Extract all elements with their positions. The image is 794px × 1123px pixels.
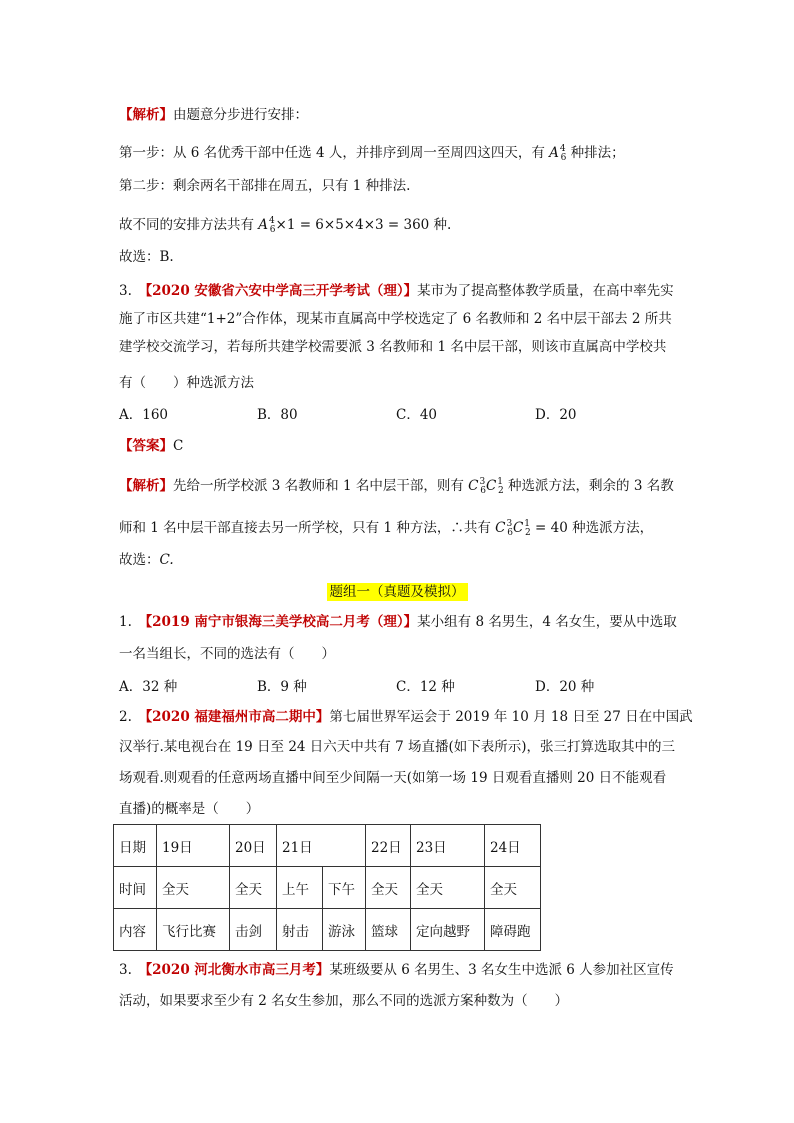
table-cell: 全天	[366, 867, 411, 909]
option-a: A．160	[119, 407, 169, 423]
solution-3-choice: 故选：C.	[119, 552, 174, 568]
group-question-1-line-1: 1. 【2019 南宁市银海三美学校高二月考（理）】某小组有 8 名男生，4 名女生，要从中选取	[119, 614, 677, 630]
solution-step-2: 第二步：剩余两名干部排在周五，只有 1 种排法.	[119, 178, 411, 194]
answer-line	[119, 436, 183, 456]
solution-intro: 【解析】由题意分步进行安排：	[119, 107, 308, 123]
table-cell: 20日	[230, 825, 277, 867]
table-cell: 定向越野	[411, 909, 485, 951]
answer-tag: 【答案】	[119, 438, 173, 454]
group-question-2-line-1: 2. 【2020 福建福州市高二期中】第七届世界军运会于 2019 年 10 月 18 日至 27 日在中国武	[119, 709, 693, 725]
analysis-tag: 【解析】	[119, 107, 173, 123]
broadcast-schedule-table	[113, 824, 541, 951]
table-cell: 全天	[157, 867, 230, 909]
table-row	[114, 909, 541, 951]
option-c: C．40	[396, 407, 438, 423]
solution-3-line-2: 师和 1 名中层干部直接去另一所学校，只有 1 种方法，∴共有 $C^3_6C^1_2 = 40$ 种选派方法，	[119, 519, 654, 538]
table-cell: 全天	[230, 867, 277, 909]
option-a: A．32 种	[119, 679, 178, 695]
solution-step-1: 第一步：从 6 名优秀干部中任选 4 人，并排序到周一至周四这四天，有 $A^4_6$ 种排法；	[119, 144, 625, 163]
table-cell: 下午	[323, 867, 366, 909]
table-cell: 内容	[114, 909, 157, 951]
solution-choice: 故选：B.	[119, 249, 174, 265]
table-cell: 障碍跑	[485, 909, 541, 951]
question-3-line-1: 3. 【2020 安徽省六安中学高三开学考试（理）】某市为了提高整体教学质量，在高中率先实	[119, 283, 674, 299]
question-source: 【2020 福建福州市高二期中】	[145, 709, 330, 725]
option-b: B．9 种	[257, 679, 307, 695]
table-cell: 24日	[485, 825, 541, 867]
analysis-tag: 【解析】	[119, 478, 173, 494]
table-cell: 全天	[411, 867, 485, 909]
combination-expression: $C^3_6C^1_2$	[468, 477, 504, 496]
option-d: D．20	[535, 407, 577, 423]
table-cell: 游泳	[323, 909, 366, 951]
table-cell: 击剑	[230, 909, 277, 951]
question-3-line-2: 施了市区共建“1+2”合作体，现某市直属高中学校选定了 6 名教师和 2 名中层干部去 2 所共	[119, 311, 672, 327]
group-question-3-line-1: 3. 【2020 河北衡水市高三月考】某班级要从 6 名男生、3 名女生中选派 6 人参加社区宣传	[119, 962, 674, 978]
solution-total: 故不同的安排方法共有 $A^4_6\times 1 = 6\times 5\times 4\times 3 = 360$ 种.	[119, 216, 452, 235]
combination-result: $C^3_6C^1_2 = 40$	[495, 519, 568, 538]
group-question-2-line-4: 直播)的概率是（ ）	[119, 801, 260, 817]
answer-value: C	[173, 438, 184, 454]
option-d: D．20 种	[535, 679, 595, 695]
table-row	[114, 825, 541, 867]
table-cell: 23日	[411, 825, 485, 867]
question-3-line-3: 建学校交流学习，若每所共建学校需要派 3 名教师和 1 名中层干部，则该市直属高中学校共	[119, 339, 667, 355]
question-source: 【2020 河北衡水市高三月考】	[145, 962, 330, 978]
option-b: B．80	[257, 407, 298, 423]
table-row	[114, 867, 541, 909]
table-cell: 全天	[485, 867, 541, 909]
question-source: 【2020 安徽省六安中学高三开学考试（理）】	[145, 283, 418, 299]
table-cell: 时间	[114, 867, 157, 909]
question-3-line-4: 有（ ）种选派方法	[119, 375, 254, 391]
question-source: 【2019 南宁市银海三美学校高二月考（理）】	[145, 614, 418, 630]
group-question-2-line-2: 汉举行.某电视台在 19 日至 24 日六天中共有 7 场直播(如下表所示)，张三打算选取其中的三	[119, 739, 676, 755]
section-heading: 题组一（真题及模拟）	[0, 580, 794, 600]
solution-3-line-1: 【解析】先给一所学校派 3 名教师和 1 名中层干部，则有 $C^3_6C^1_2$ 种选派方法，剩余的 3 名教	[119, 477, 674, 496]
permutation-expression: $A^4_6\times 1 = 6\times 5\times 4\times 3 = 360$	[258, 216, 430, 235]
group-question-2-line-3: 场观看.则观看的任意两场直播中间至少间隔一天(如第一场 19 日观看直播则 20 日不能观看	[119, 770, 667, 786]
group-question-1-line-2: 一名当组长，不同的选法有（ ）	[119, 646, 335, 662]
table-cell: 篮球	[366, 909, 411, 951]
permutation-symbol: $A^4_6$	[549, 144, 567, 163]
table-cell: 射击	[277, 909, 323, 951]
table-cell: 上午	[277, 867, 323, 909]
table-cell: 日期	[114, 825, 157, 867]
table-cell: 19日	[157, 825, 230, 867]
group-question-3-line-2: 活动，如果要求至少有 2 名女生参加，那么不同的选派方案种数为（ ）	[119, 993, 569, 1009]
option-c: C．12 种	[396, 679, 455, 695]
table-cell: 22日	[366, 825, 411, 867]
table-cell: 21日	[277, 825, 366, 867]
table-cell: 飞行比赛	[157, 909, 230, 951]
